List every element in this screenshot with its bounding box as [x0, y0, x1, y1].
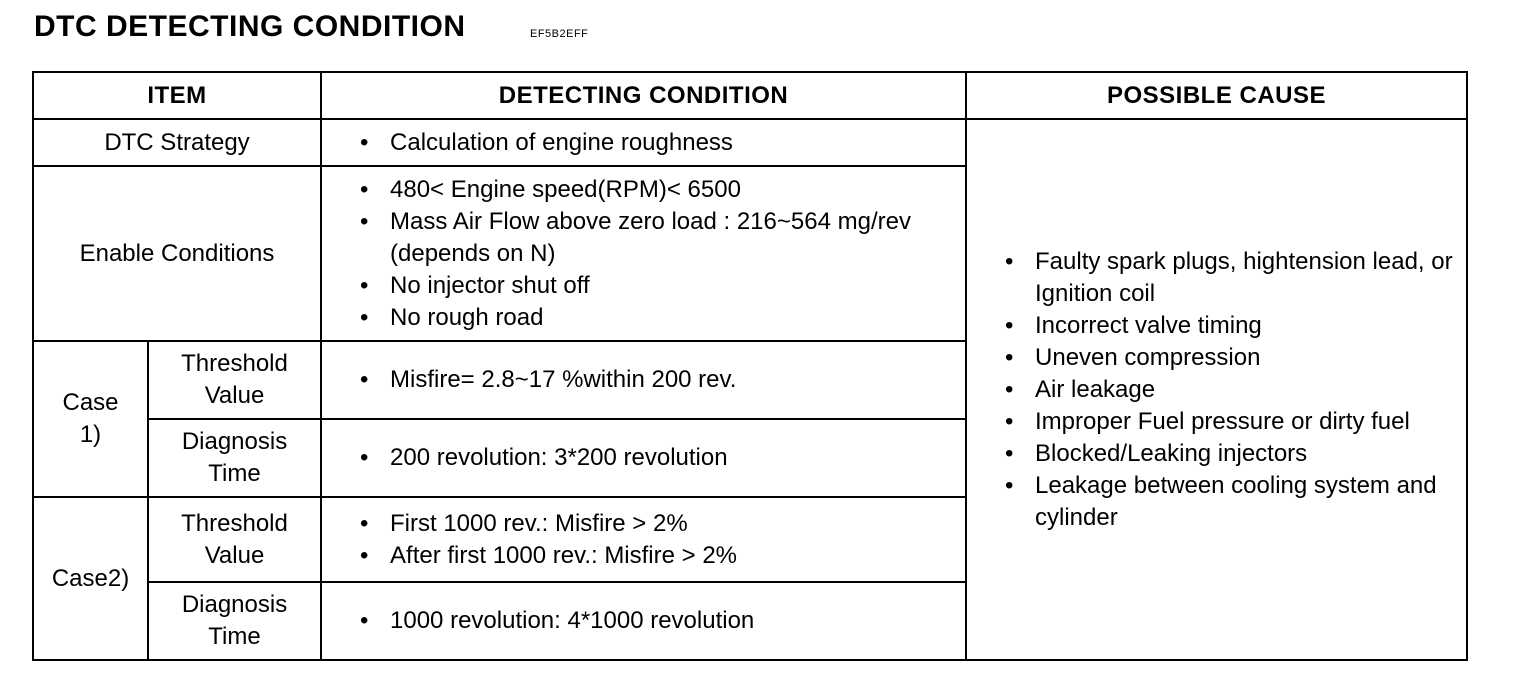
condition-item: • 200 revolution: 3*200 revolution: [360, 442, 965, 474]
diagnosis-time-label: Diagnosis Time: [148, 582, 321, 660]
cause-item: • Blocked/Leaking injectors: [1005, 438, 1460, 470]
condition-item: • No rough road: [360, 302, 965, 334]
condition-cell: [321, 341, 966, 419]
possible-cause-cell: [966, 119, 1467, 660]
header-row: [33, 72, 1467, 119]
condition-item: • Misfire= 2.8~17 %within 200 rev.: [360, 364, 965, 396]
condition-cell: [321, 497, 966, 582]
condition-cell: [321, 119, 966, 166]
threshold-value-label: Threshold Value: [148, 341, 321, 419]
condition-item: • 480< Engine speed(RPM)< 6500: [360, 174, 965, 206]
condition-item: • Calculation of engine roughness: [360, 127, 965, 159]
condition-item: • No injector shut off: [360, 270, 965, 302]
case-2-label: Case2): [33, 497, 148, 660]
condition-item: • Mass Air Flow above zero load : 216~564 mg/rev (depends on N): [360, 206, 965, 270]
dtc-table: [32, 71, 1468, 661]
table-row: [33, 119, 1467, 166]
condition-item: • After first 1000 rev.: Misfire > 2%: [360, 540, 965, 572]
cause-item: • Leakage between cooling system and cylinder: [1005, 470, 1460, 534]
threshold-value-label: Threshold Value: [148, 497, 321, 582]
header-condition: DETECTING CONDITION: [321, 72, 966, 119]
item-label-dtc-strategy: DTC Strategy: [33, 119, 321, 166]
document-code: EF5B2EFF: [530, 28, 589, 40]
condition-item: • First 1000 rev.: Misfire > 2%: [360, 508, 965, 540]
diagnosis-time-label: Diagnosis Time: [148, 419, 321, 497]
page-title: DTC DETECTING CONDITION: [34, 10, 466, 43]
condition-cell: [321, 419, 966, 497]
cause-item: • Air leakage: [1005, 374, 1460, 406]
cause-item: • Faulty spark plugs, hightension lead, or Ignition coil: [1005, 246, 1460, 310]
item-label-enable-conditions: Enable Conditions: [33, 166, 321, 341]
condition-cell: [321, 582, 966, 660]
cause-item: • Incorrect valve timing: [1005, 310, 1460, 342]
condition-cell: [321, 166, 966, 341]
case-1-label: Case 1): [33, 341, 148, 497]
header-cause: POSSIBLE CAUSE: [966, 72, 1467, 119]
cause-item: • Uneven compression: [1005, 342, 1460, 374]
cause-item: • Improper Fuel pressure or dirty fuel: [1005, 406, 1460, 438]
header-item: ITEM: [33, 72, 321, 119]
condition-item: • 1000 revolution: 4*1000 revolution: [360, 605, 965, 637]
